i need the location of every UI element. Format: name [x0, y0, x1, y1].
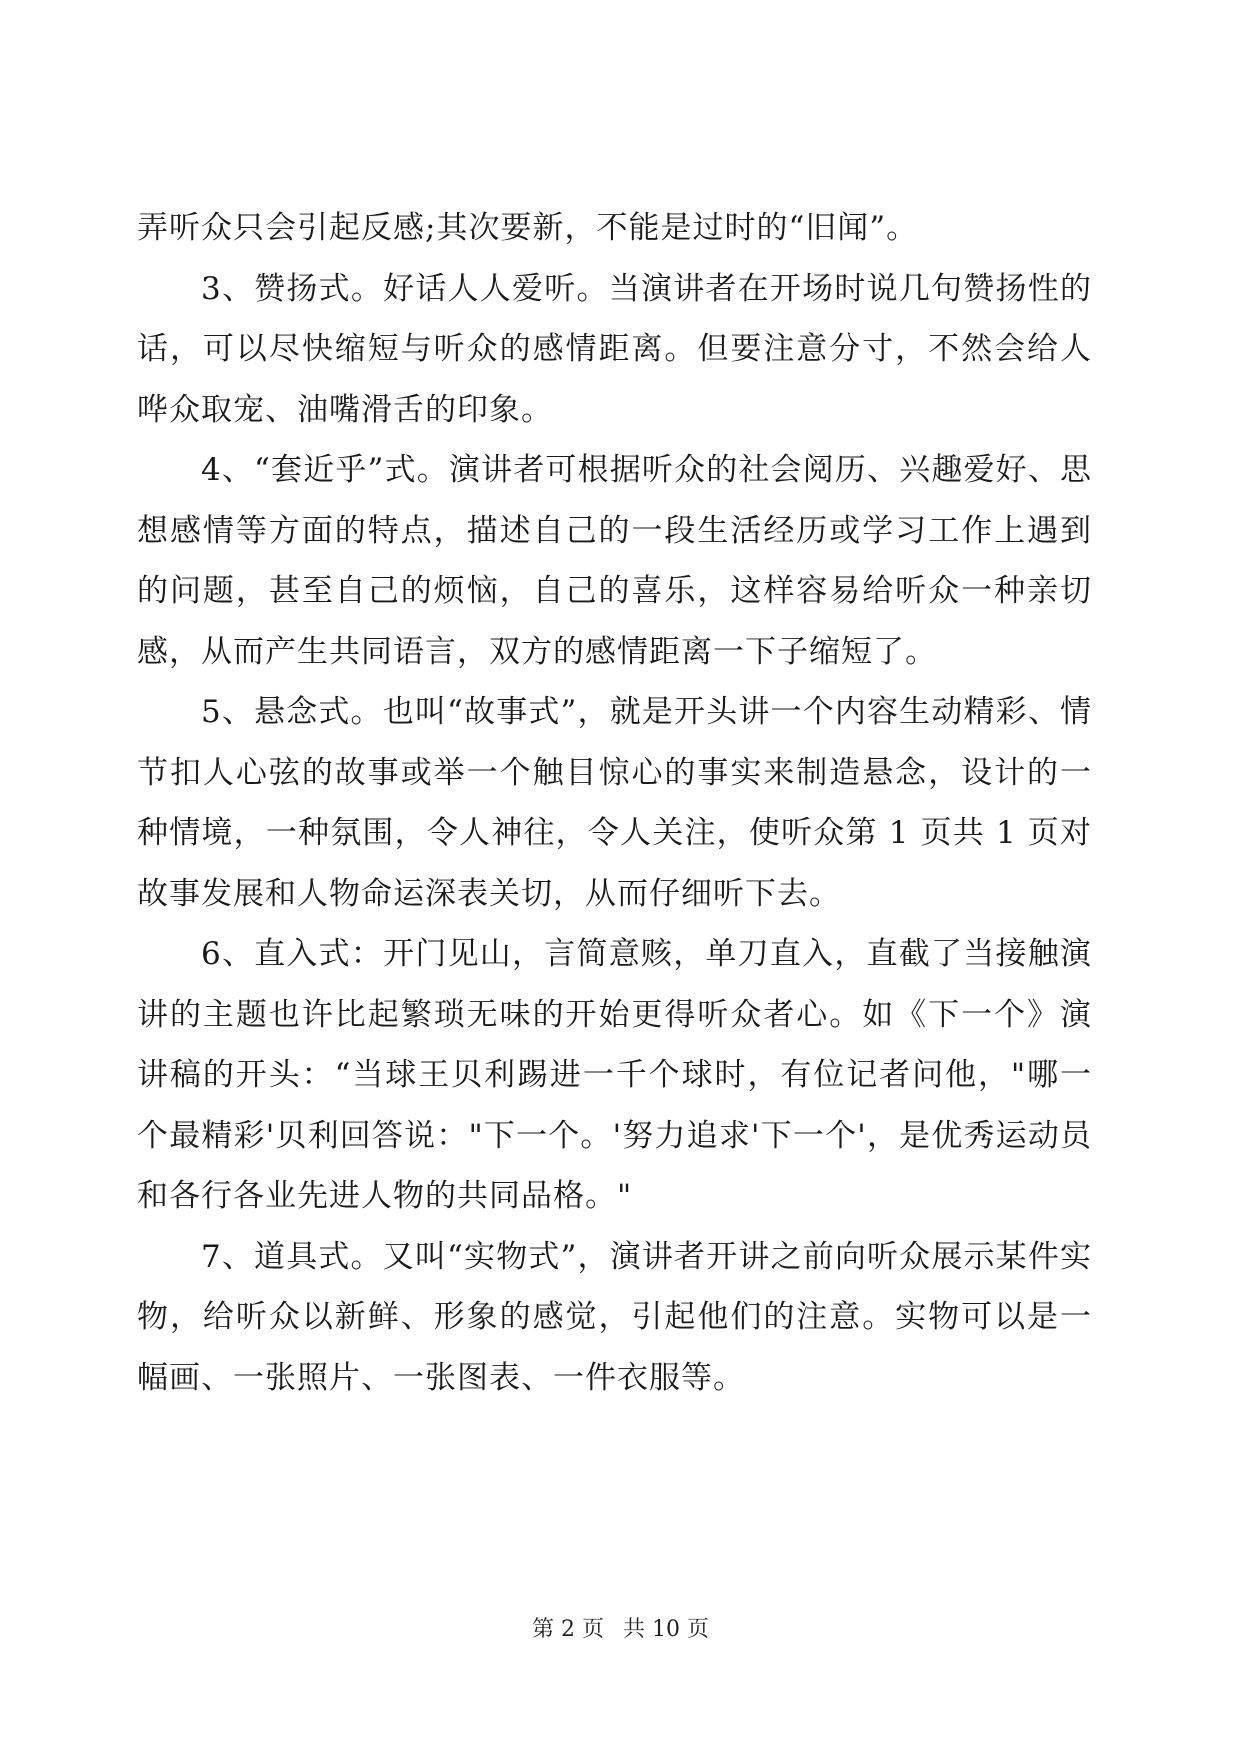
document-body — [137, 198, 1092, 1408]
paragraph-suspense-style: 5、悬念式。也叫“故事式”，就是开头讲一个内容生动精彩、情节扣人心弦的故事或举一个触目惊心的事实来制造悬念，设计的一种情境，一种氛围，令人神往，令人关注，使听众第 1 页共 1 页对故事发展和人物命运深表关切，从而仔细听下去。 — [137, 694, 1092, 912]
paragraph-praise-style: 3、赞扬式。好话人人爱听。当演讲者在开场时说几句赞扬性的话，可以尽快缩短与听众的感情距离。但要注意分寸，不然会给人哗众取宠、油嘴滑舌的印象。 — [137, 270, 1092, 428]
paragraph-prop-style: 7、道具式。又叫“实物式”，演讲者开讲之前向听众展示某件实物，给听众以新鲜、形象的感觉，引起他们的注意。实物可以是一幅画、一张照片、一张图表、一件衣服等。 — [137, 1238, 1092, 1396]
page-total: 共 10 页 — [623, 1617, 709, 1642]
paragraph-rapport-style: 4、“套近乎”式。演讲者可根据听众的社会阅历、兴趣爱好、思想感情等方面的特点，描述自己的一段生活经历或学习工作上遇到的问题，甚至自己的烦恼，自己的喜乐，这样容易给听众一种亲切感，从而产生共同语言，双方的感情距离一下子缩短了。 — [137, 452, 1092, 670]
paragraph-continuation: 弄听众只会引起反感;其次要新，不能是过时的“旧闻”。 — [137, 210, 919, 246]
page-number: 第 2 页 — [532, 1617, 604, 1642]
paragraph-direct-style: 6、直入式：开门见山，言简意赅，单刀直入，直截了当接触演讲的主题也许比起繁琐无味的开始更得听众者心。如《下一个》演讲稿的开头：“当球王贝利踢进一千个球时，有位记者问他，"哪一个最精彩'贝利回答说："下一个。'努力追求'下一个'，是优秀运动员和各行各业先进人物的共同品格。" — [137, 936, 1092, 1214]
page-footer — [0, 1615, 1241, 1645]
